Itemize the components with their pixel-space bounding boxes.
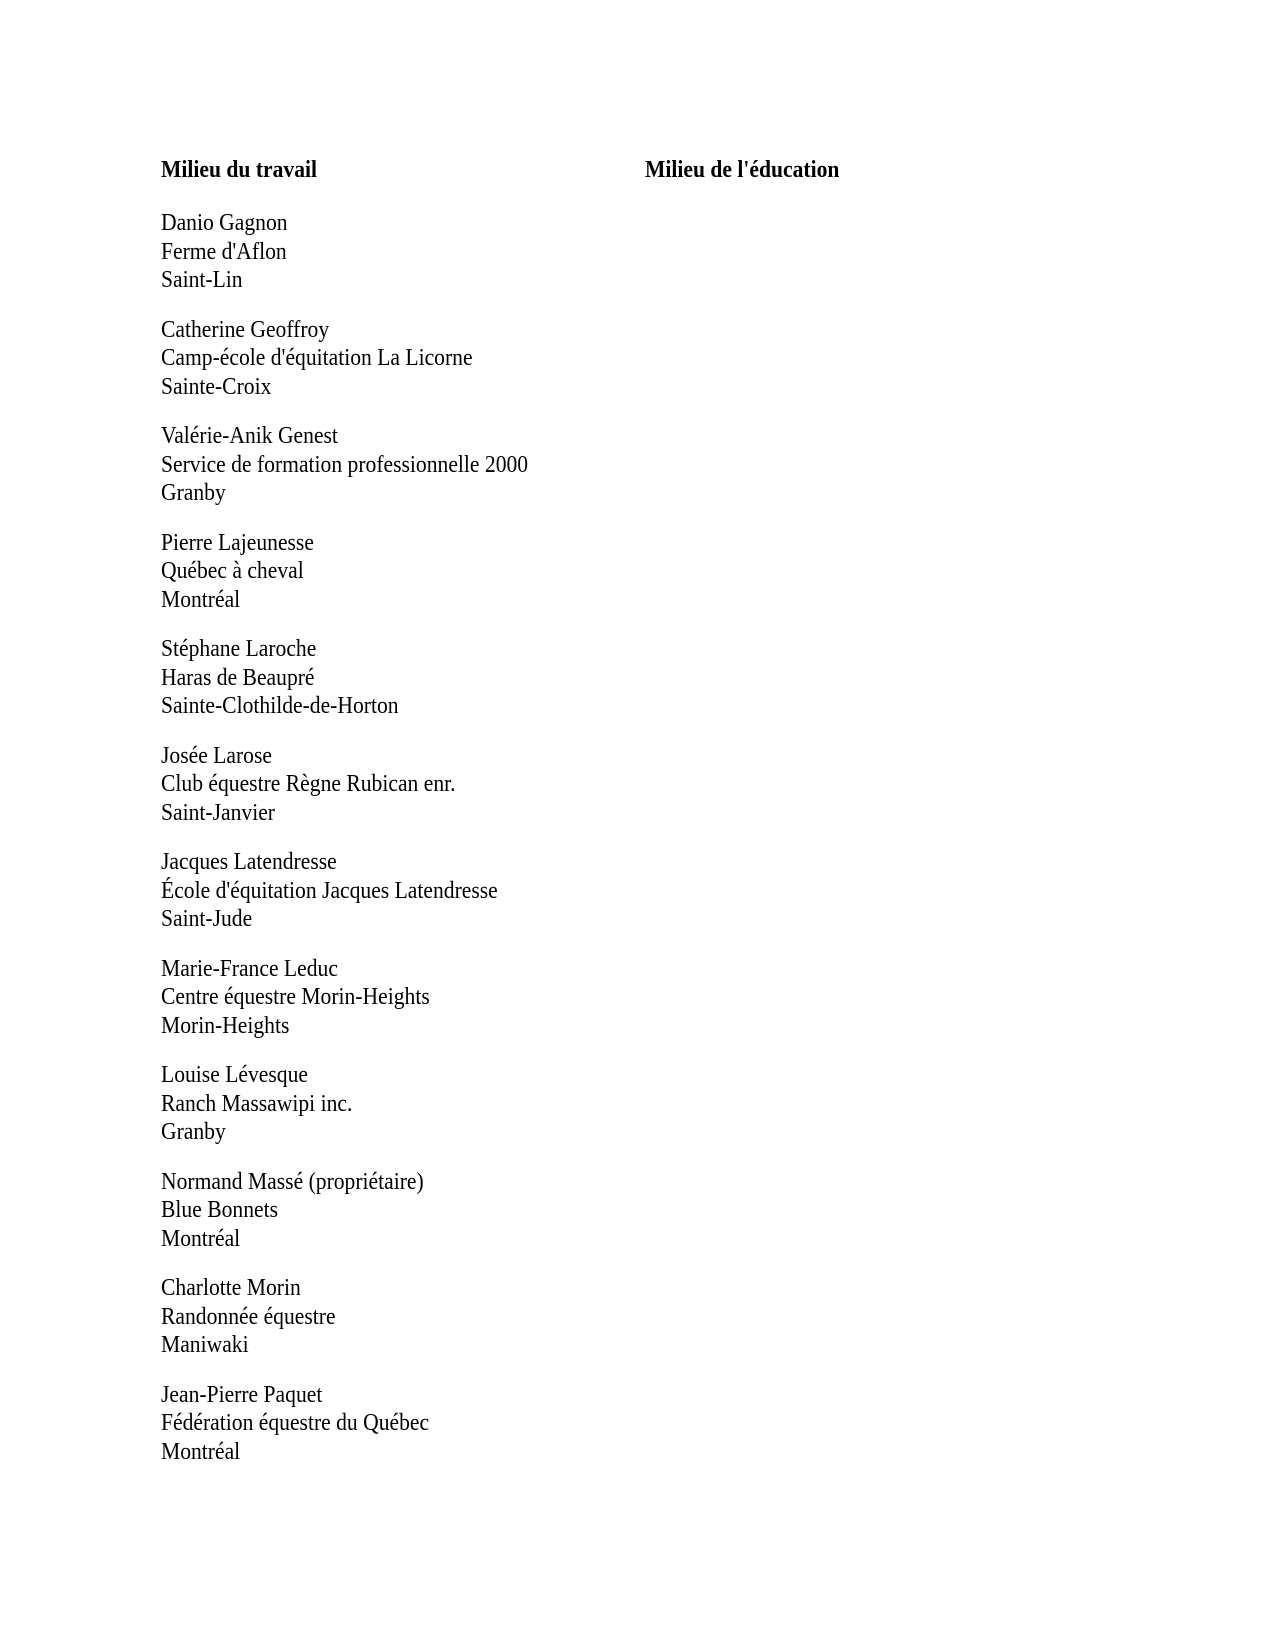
contact-entry [161, 209, 528, 295]
contact-organization: Québec à cheval [161, 558, 304, 584]
contact-entry [161, 422, 528, 508]
contact-name: Louise Lévesque [161, 1062, 308, 1088]
heading-milieu-de-l-education: Milieu de l'éducation [645, 157, 840, 183]
contact-name: Valérie-Anik Genest [161, 423, 338, 449]
contact-city: Saint-Jude [161, 906, 253, 932]
contact-entry [161, 1061, 528, 1147]
contact-organization: Haras de Beaupré [161, 664, 315, 691]
contact-city: Montréal [161, 586, 241, 613]
contact-city: Maniwaki [161, 1332, 249, 1358]
contact-city: Saint-Janvier [161, 799, 275, 826]
contact-organization: Club équestre Règne Rubican enr. [161, 771, 456, 797]
contact-city: Granby [161, 480, 226, 506]
contact-city: Montréal [161, 1225, 241, 1252]
contact-name: Normand Massé (propriétaire) [161, 1168, 424, 1195]
contact-entry [161, 529, 528, 615]
contact-city: Granby [161, 1119, 226, 1145]
contact-city: Sainte-Croix [161, 373, 272, 400]
contact-city: Sainte-Clothilde-de-Horton [161, 693, 399, 719]
contact-organization: Centre équestre Morin-Heights [161, 984, 430, 1010]
contact-organization: École d'équitation Jacques Latendresse [161, 877, 498, 904]
contact-name: Marie-France Leduc [161, 955, 338, 982]
contact-name: Stéphane Laroche [161, 636, 317, 662]
contact-entry [161, 1274, 528, 1360]
contact-entry [161, 635, 528, 721]
contact-entry [161, 1381, 528, 1467]
contact-name: Josée Larose [161, 742, 272, 769]
contact-organization: Service de formation professionnelle 2000 [161, 451, 529, 478]
contact-entry [161, 848, 528, 934]
contact-city: Saint-Lin [161, 267, 243, 293]
heading-milieu-du-travail: Milieu du travail [161, 157, 318, 183]
contact-name: Charlotte Morin [161, 1275, 301, 1301]
contact-name: Jacques Latendresse [161, 849, 337, 875]
contact-name: Catherine Geoffroy [161, 316, 330, 343]
contact-organization: Blue Bonnets [161, 1197, 278, 1223]
contact-list [161, 209, 528, 1487]
contact-name: Pierre Lajeunesse [161, 529, 314, 556]
contact-organization: Ranch Massawipi inc. [161, 1090, 353, 1117]
contact-organization: Ferme d'Aflon [161, 238, 287, 265]
contact-name: Jean-Pierre Paquet [161, 1381, 323, 1408]
contact-name: Danio Gagnon [161, 210, 288, 236]
contact-city: Morin-Heights [161, 1012, 290, 1039]
contact-entry [161, 316, 528, 402]
contact-city: Montréal [161, 1438, 241, 1465]
contact-organization: Randonnée équestre [161, 1303, 336, 1330]
contact-entry [161, 1168, 528, 1254]
contact-entry [161, 742, 528, 828]
contact-entry [161, 955, 528, 1041]
contact-organization: Fédération équestre du Québec [161, 1410, 430, 1436]
contact-organization: Camp-école d'équitation La Licorne [161, 345, 473, 371]
